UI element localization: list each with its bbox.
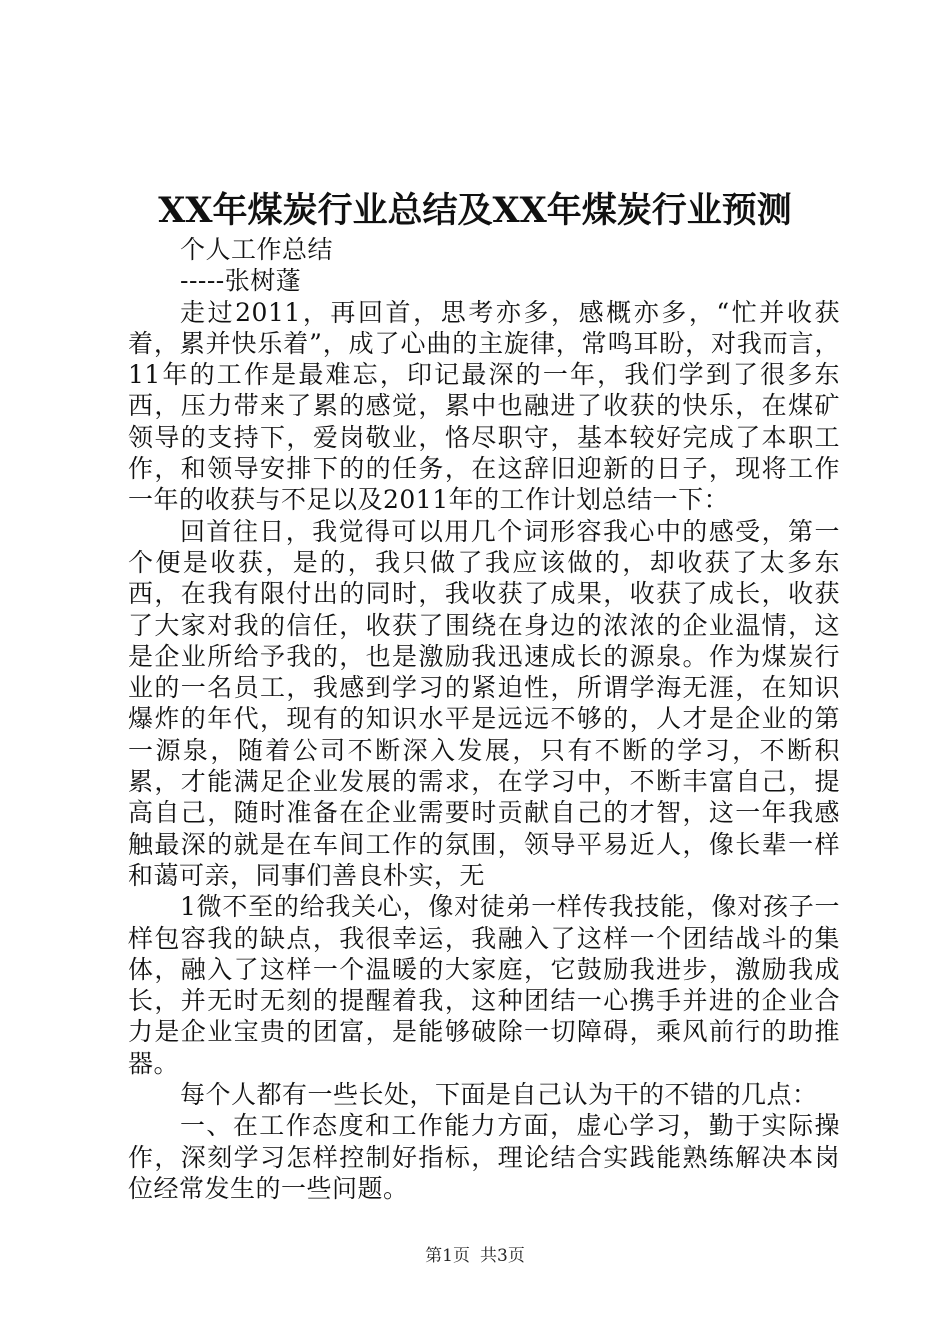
page-total: 共3页 — [480, 1246, 525, 1266]
paragraph: 1微不至的给我关心，像对徒弟一样传我技能，像对孩子一样包容我的缺点，我很幸运，我融入了这样一个团结战斗的集体，融入了这样一个温暖的大家庭，它鼓励我进步，激励我成长，并无时无刻的提醒着我，这种团结一心携手并进的企业合力是企业宝贵的团富，是能够破除一切障碍，乘风前行的助推器。 — [128, 892, 840, 1078]
paragraph: 走过2011，再回首，思考亦多，感概亦多，“忙并收获着，累并快乐着”，成了心曲的主旋律，常鸣耳盼，对我而言，11年的工作是最难忘，印记最深的一年，我们学到了很多东西，压力带来了累的感觉，累中也融进了收获的快乐，在煤矿领导的支持下，爱岗敬业，恪尽职守，基本较好完成了本职工作，和领导安排下的的任务，在这辞旧迎新的日子，现将工作一年的收获与不足以及2011年的工作计划总结一下： — [128, 297, 840, 515]
document-author: -----张树蓬 — [180, 266, 302, 296]
page-footer — [0, 1244, 950, 1268]
document-subtitle: 个人工作总结 — [180, 235, 334, 264]
page-number: 第1页 — [425, 1246, 470, 1266]
page-title: XX年煤炭行业总结及XX年煤炭行业预测 — [158, 190, 792, 231]
paragraph: 一、在工作态度和工作能力方面，虚心学习，勤于实际操作，深刻学习怎样控制好指标，理论结合实践能熟练解决本岗位经常发生的一些问题。 — [128, 1111, 840, 1203]
paragraph: 每个人都有一些长处，下面是自己认为干的不错的几点： — [180, 1080, 818, 1110]
document-body — [128, 234, 840, 1204]
paragraph: 回首往日，我觉得可以用几个词形容我心中的感受，第一个便是收获，是的，我只做了我应该做的，却收获了太多东西，在我有限付出的同时，我收获了成果，收获了成长，收获了大家对我的信任，收获了围绕在身边的浓浓的企业温情，这是企业所给予我的，也是激励我迅速成长的源泉。作为煤炭行业的一名员工，我感到学习的紧迫性，所谓学海无涯，在知识爆炸的年代，现有的知识水平是远远不够的，人才是企业的第一源泉，随着公司不断深入发展，只有不断的学习，不断积累，才能满足企业发展的需求，在学习中，不断丰富自己，提高自己，随时准备在企业需要时贡献自己的才智，这一年我感触最深的就是在车间工作的氛围，领导平易近人，像长辈一样和蔼可亲，同事们善良朴实，无 — [128, 516, 840, 890]
